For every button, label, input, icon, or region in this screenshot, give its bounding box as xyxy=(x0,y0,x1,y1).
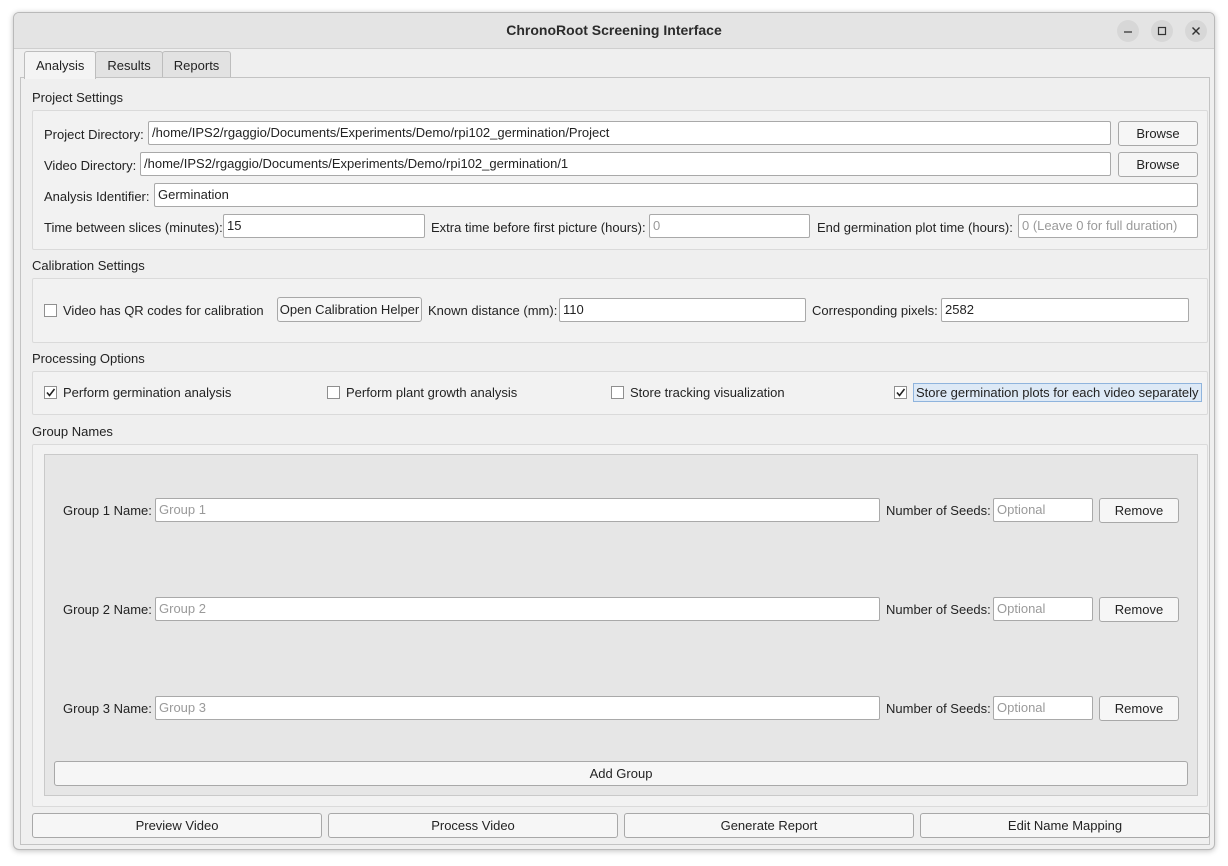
end-time-input[interactable]: 0 (Leave 0 for full duration) xyxy=(1018,214,1198,238)
project-dir-input[interactable]: /home/IPS2/rgaggio/Documents/Experiments/Demo/rpi102_germination/Project xyxy=(148,121,1111,145)
group-2-label: Group 2 Name: xyxy=(63,602,152,617)
tab-reports[interactable]: Reports xyxy=(162,51,232,78)
group-1-remove-button[interactable]: Remove xyxy=(1099,498,1179,523)
browse-video-button[interactable]: Browse xyxy=(1118,152,1198,177)
germination-analysis-label: Perform germination analysis xyxy=(63,385,232,400)
pixels-label: Corresponding pixels: xyxy=(812,303,938,318)
group-1-seeds-input[interactable]: Optional xyxy=(993,498,1093,522)
processing-options-group xyxy=(32,371,1208,415)
group-names-group xyxy=(32,444,1208,807)
group-2-remove-button[interactable]: Remove xyxy=(1099,597,1179,622)
minimize-icon xyxy=(1123,26,1133,36)
close-button[interactable] xyxy=(1185,20,1207,42)
edit-name-mapping-button[interactable]: Edit Name Mapping xyxy=(920,813,1210,838)
maximize-button[interactable] xyxy=(1151,20,1173,42)
add-group-button[interactable]: Add Group xyxy=(54,761,1188,786)
checkbox-box xyxy=(44,304,57,317)
window-title: ChronoRoot Screening Interface xyxy=(506,22,722,38)
tab-analysis[interactable]: Analysis xyxy=(24,51,96,79)
processing-options-title: Processing Options xyxy=(32,351,145,366)
checkmark-icon xyxy=(895,387,906,398)
pixels-input[interactable]: 2582 xyxy=(941,298,1189,322)
generate-report-button[interactable]: Generate Report xyxy=(624,813,914,838)
calibration-settings-title: Calibration Settings xyxy=(32,258,145,273)
group-3-label: Group 3 Name: xyxy=(63,701,152,716)
known-distance-input[interactable]: 110 xyxy=(559,298,806,322)
group-2-seeds-input[interactable]: Optional xyxy=(993,597,1093,621)
project-settings-group xyxy=(32,110,1208,250)
checkbox-box xyxy=(611,386,624,399)
title-bar xyxy=(14,13,1214,49)
group-2-seeds-label: Number of Seeds: xyxy=(886,602,991,617)
tracking-visualization-checkbox[interactable] xyxy=(611,385,785,400)
calibration-helper-button[interactable]: Open Calibration Helper xyxy=(277,297,422,322)
germination-plots-checkbox[interactable] xyxy=(894,383,1202,402)
checkmark-icon xyxy=(45,387,56,398)
time-slices-label: Time between slices (minutes): xyxy=(44,220,223,235)
maximize-icon xyxy=(1157,26,1167,36)
plant-growth-label: Perform plant growth analysis xyxy=(346,385,518,400)
group-3-seeds-label: Number of Seeds: xyxy=(886,701,991,716)
checkbox-box xyxy=(44,386,57,399)
video-dir-input[interactable]: /home/IPS2/rgaggio/Documents/Experiments/Demo/rpi102_germination/1 xyxy=(140,152,1111,176)
identifier-label: Analysis Identifier: xyxy=(44,189,150,204)
project-dir-label: Project Directory: xyxy=(44,127,144,142)
qr-calibration-label: Video has QR codes for calibration xyxy=(63,303,264,318)
qr-calibration-checkbox[interactable] xyxy=(44,303,264,318)
project-settings-title: Project Settings xyxy=(32,90,124,105)
identifier-input[interactable]: Germination xyxy=(154,183,1198,207)
process-video-button[interactable]: Process Video xyxy=(328,813,618,838)
germination-plots-label: Store germination plots for each video separately xyxy=(913,383,1202,402)
checkbox-box xyxy=(894,386,907,399)
browse-project-button[interactable]: Browse xyxy=(1118,121,1198,146)
analysis-pane xyxy=(20,77,1210,845)
end-time-label: End germination plot time (hours): xyxy=(817,220,1013,235)
checkbox-box xyxy=(327,386,340,399)
extra-time-input[interactable]: 0 xyxy=(649,214,810,238)
group-1-seeds-label: Number of Seeds: xyxy=(886,503,991,518)
extra-time-label: Extra time before first picture (hours): xyxy=(431,220,646,235)
tab-results[interactable]: Results xyxy=(95,51,162,78)
calibration-settings-group xyxy=(32,278,1208,343)
plant-growth-checkbox[interactable] xyxy=(327,385,517,400)
tracking-visualization-label: Store tracking visualization xyxy=(630,385,785,400)
minimize-button[interactable] xyxy=(1117,20,1139,42)
group-names-title: Group Names xyxy=(32,424,113,439)
group-3-name-input[interactable]: Group 3 xyxy=(155,696,880,720)
group-1-label: Group 1 Name: xyxy=(63,503,152,518)
group-2-name-input[interactable]: Group 2 xyxy=(155,597,880,621)
time-slices-input[interactable]: 15 xyxy=(223,214,425,238)
tab-bar xyxy=(24,51,230,78)
video-dir-label: Video Directory: xyxy=(44,158,137,173)
group-1-name-input[interactable]: Group 1 xyxy=(155,498,880,522)
group-3-remove-button[interactable]: Remove xyxy=(1099,696,1179,721)
close-icon xyxy=(1191,26,1201,36)
group-list-scroll-area xyxy=(44,454,1198,796)
group-3-seeds-input[interactable]: Optional xyxy=(993,696,1093,720)
germination-analysis-checkbox[interactable] xyxy=(44,385,231,400)
app-window xyxy=(13,12,1215,850)
preview-video-button[interactable]: Preview Video xyxy=(32,813,322,838)
known-distance-label: Known distance (mm): xyxy=(428,303,558,318)
